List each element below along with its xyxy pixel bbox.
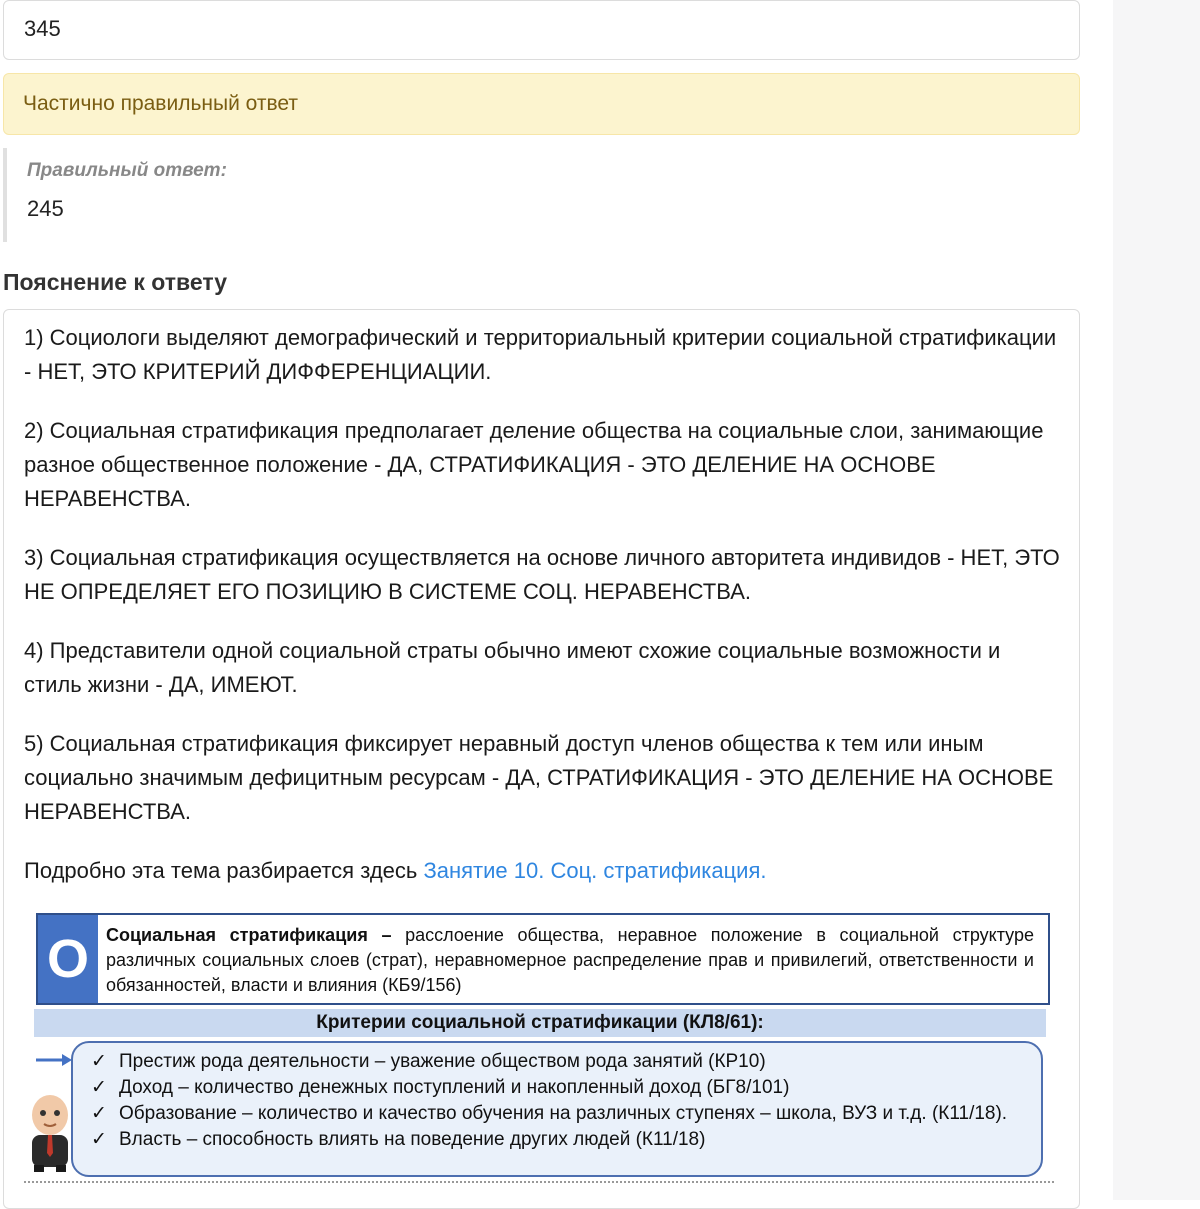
correct-answer-label: Правильный ответ: xyxy=(27,160,227,181)
check-icon: ✓ xyxy=(91,1103,107,1124)
criteria-list xyxy=(71,1041,1043,1177)
lesson-link[interactable]: Занятие 10. Соц. стратификация. xyxy=(423,858,767,883)
right-sidebar-gutter xyxy=(1113,0,1200,1200)
explanation-item-1: 1) Социологи выделяют демографический и территориальный критерии социальной стратификации - НЕТ, ЭТО КРИТЕРИЙ ДИФФЕРЕНЦИАЦИИ. xyxy=(24,325,1057,384)
explanation-box xyxy=(3,309,1080,1209)
criteria-item xyxy=(89,1075,1025,1101)
correct-answer-block xyxy=(3,148,1080,242)
explanation-title: Пояснение к ответу xyxy=(3,269,227,295)
explanation-item-4: 4) Представители одной социальной страты обычно имеют схожие социальные возможности и стиль жизни - ДА, ИМЕЮТ. xyxy=(24,638,1001,697)
partial-correct-alert: Частично правильный ответ xyxy=(3,73,1080,135)
definition-body: расслоение общества, неравное положение в социальной структуре различных социальных слоев (страт), неравномерное распределение прав и привилегий, ответственности и обязанностей, власти и влияния (КБ9/156) xyxy=(106,925,1034,995)
correct-answer-value: 245 xyxy=(27,196,64,221)
question-result-column xyxy=(3,0,1080,1209)
explanation-item-2: 2) Социальная стратификация предполагает деление общества на социальные слои, занимающие разное общественное положение - ДА, СТРАТИФИКАЦИЯ - ЭТО ДЕЛЕНИЕ НА ОСНОВЕ НЕРАВЕНСТВА. xyxy=(24,418,1044,511)
definition-box xyxy=(36,913,1050,1005)
check-icon: ✓ xyxy=(91,1051,107,1072)
lesson-slide-image xyxy=(34,913,1060,1209)
definition-letter-badge: О xyxy=(38,915,98,1003)
check-icon: ✓ xyxy=(91,1129,107,1150)
check-icon: ✓ xyxy=(91,1077,107,1098)
criteria-text: Доход – количество денежных поступлений и накопленный доход (БГ8/101) xyxy=(119,1077,790,1098)
definition-term: Социальная стратификация – xyxy=(106,925,392,945)
criteria-text: Престиж рода деятельности – уважение обществом рода занятий (КР10) xyxy=(119,1051,766,1072)
explanation-item-3: 3) Социальная стратификация осуществляется на основе личного авторитета индивидов - НЕТ, ЭТО НЕ ОПРЕДЕЛЯЕТ ЕГО ПОЗИЦИЮ В СИСТЕМЕ СОЦ. НЕРАВЕНСТВА. xyxy=(24,545,1060,604)
criteria-item xyxy=(89,1127,1025,1153)
user-answer-field[interactable]: 345 xyxy=(3,0,1080,60)
more-info-line xyxy=(24,854,1061,888)
criteria-header: Критерии социальной стратификации (КЛ8/61): xyxy=(34,1009,1046,1037)
boss-baby-icon xyxy=(22,1091,78,1173)
more-info-prefix: Подробно эта тема разбирается здесь xyxy=(24,858,424,883)
definition-text xyxy=(106,923,1034,998)
slide-divider xyxy=(24,1181,1054,1183)
explanation-item-5: 5) Социальная стратификация фиксирует неравный доступ членов общества к тем или иным социально значимым дефицитным ресурсам - ДА, СТРАТИФИКАЦИЯ - ЭТО ДЕЛЕНИЕ НА ОСНОВЕ НЕРАВЕНСТВА. xyxy=(24,731,1054,824)
criteria-item xyxy=(89,1101,1025,1127)
arrow-right-icon xyxy=(34,1050,74,1070)
criteria-text: Власть – способность влиять на поведение других людей (К11/18) xyxy=(119,1129,706,1150)
criteria-text: Образование – количество и качество обучения на различных ступенях – школа, ВУЗ и т.д. (К11/18). xyxy=(119,1103,1008,1124)
criteria-item xyxy=(89,1049,1025,1075)
